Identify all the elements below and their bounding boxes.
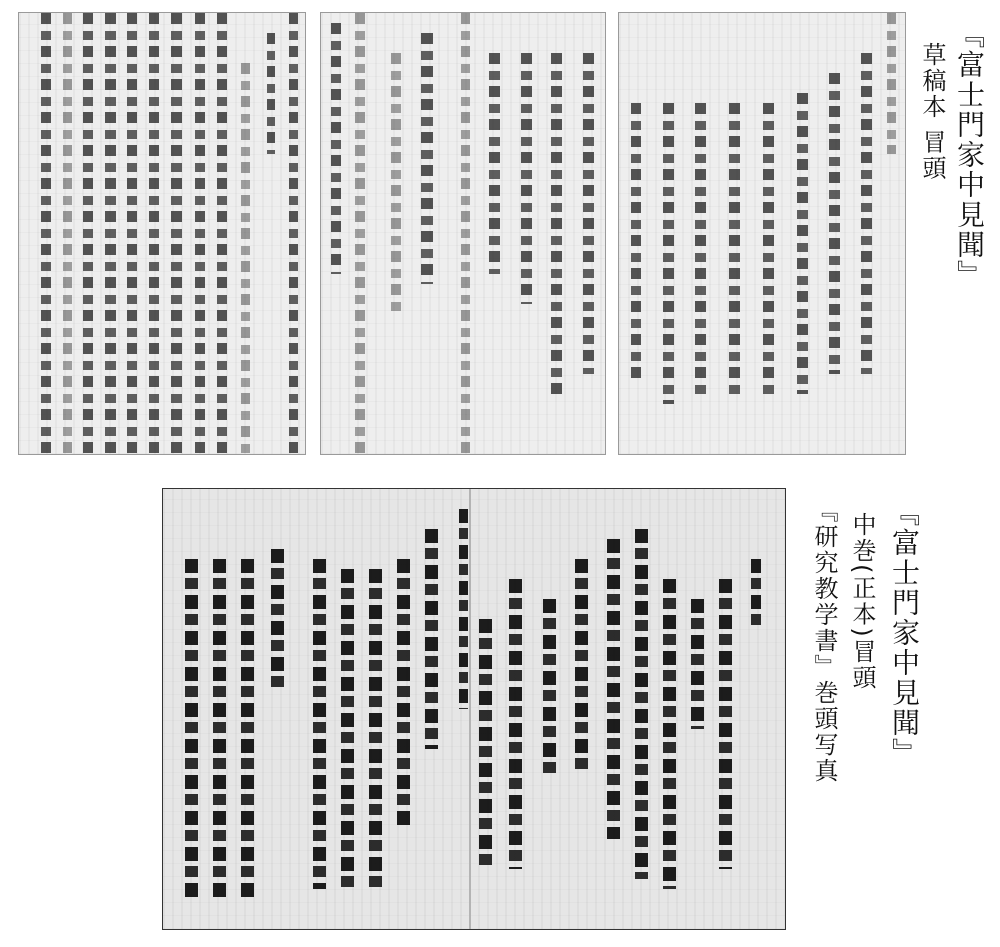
bottom-caption-title: 『富士門家中見聞』 xyxy=(888,498,921,768)
bottom-caption-line3: 『研究教学書』巻頭写真 xyxy=(810,498,838,784)
draft-page-left xyxy=(18,12,306,455)
bottom-caption-line2: 中巻(正本)冒頭 xyxy=(848,512,876,691)
top-caption-title: 『富士門家中見聞』 xyxy=(953,20,986,290)
fair-copy-spread xyxy=(162,488,786,930)
draft-page-middle xyxy=(320,12,606,455)
draft-page-right xyxy=(618,12,906,455)
top-caption-subtitle: 草稿本 冒頭 xyxy=(918,42,946,182)
